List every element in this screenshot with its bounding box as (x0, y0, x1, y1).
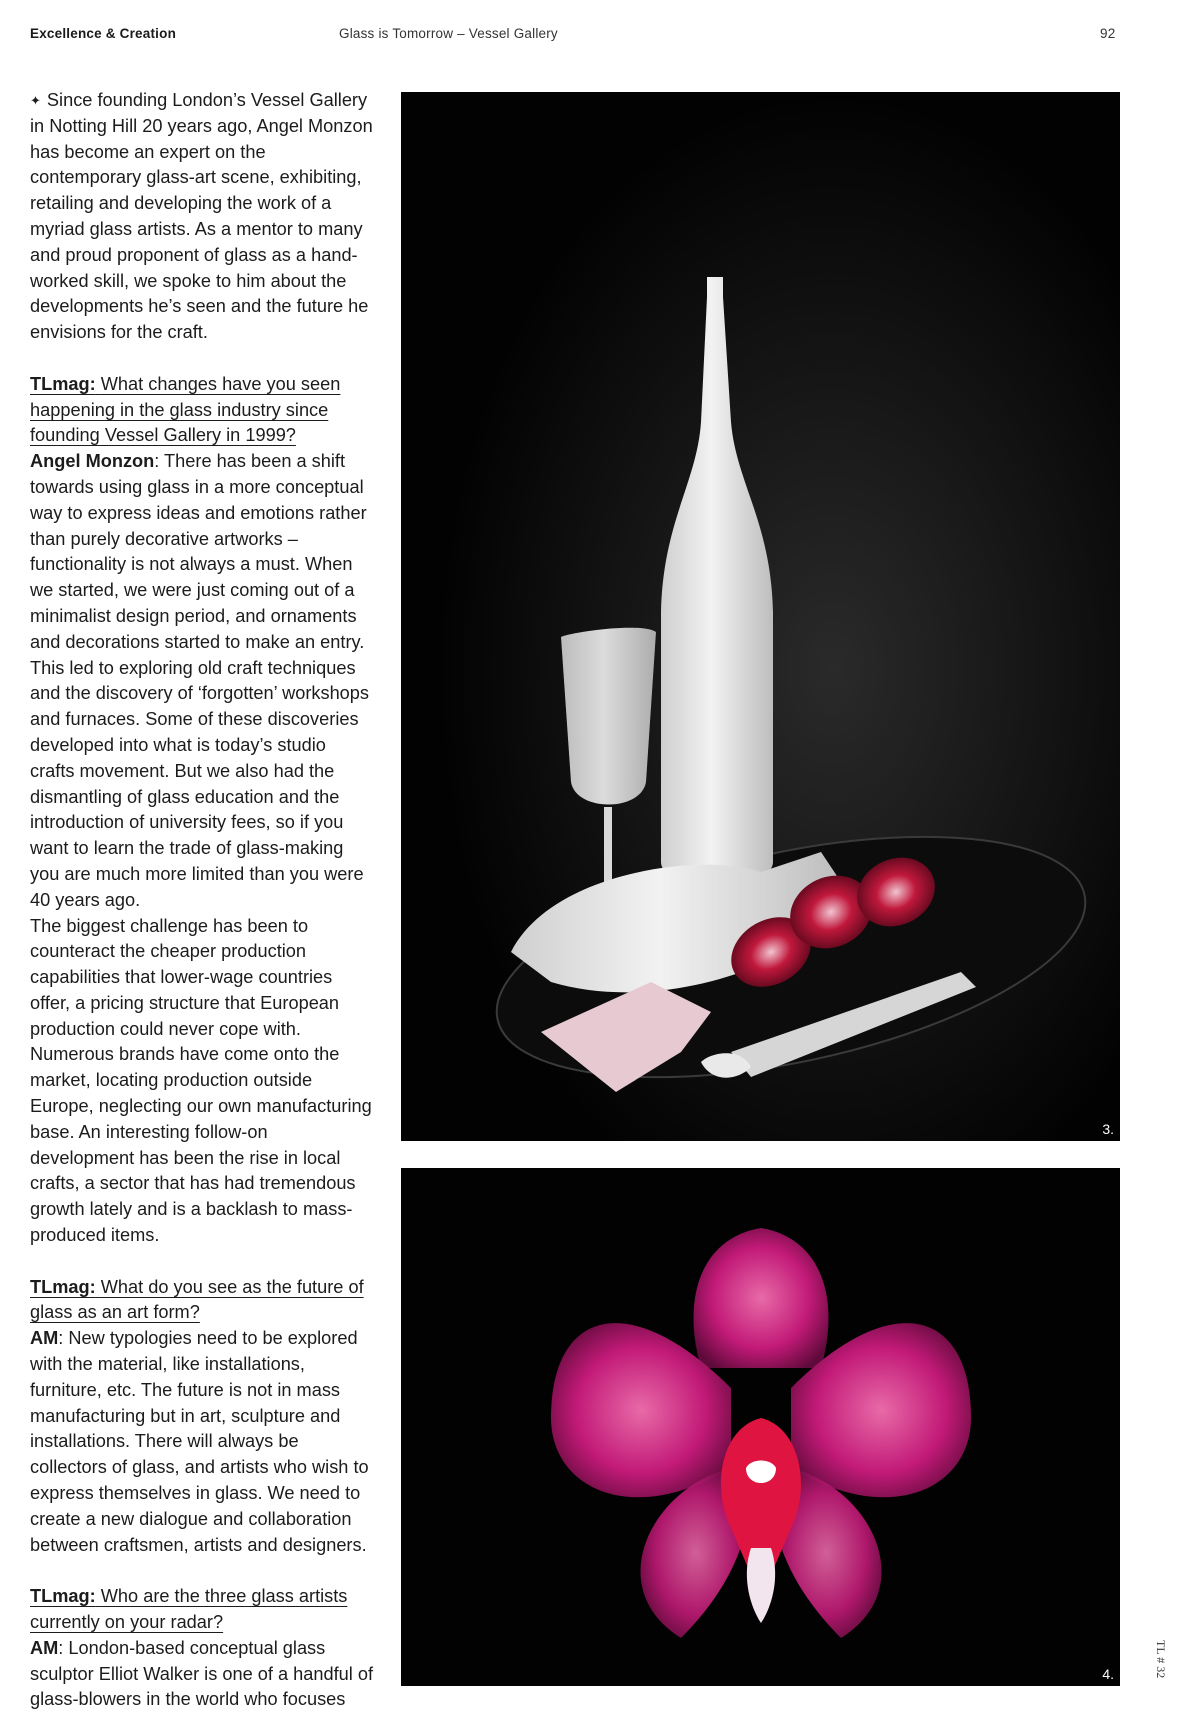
speaker-label: AM (30, 1328, 59, 1349)
glass-orchid-illustration (401, 1168, 1120, 1686)
interviewer-label: TLmag: (30, 1586, 96, 1607)
page-number: 92 (1100, 26, 1116, 41)
interviewer-label: TLmag: (30, 1276, 96, 1297)
answer-text: There has been a shift towards using glass in a more conceptual way to express ideas and emotions rather than purely decorative artworks – functionality is not always a must. When we started, we were just coming out of a minimalist design period, and ornaments and decorations started to make an entry. This led to exploring old craft techniques and the discovery of ‘forgotten’ workshops and furnaces. Some of these discoveries developed into what is today’s studio crafts movement. But we also had the dismantling of glass education and the introduction of university fees, so if you want to learn the trade of glass-making you are much more limited than you were 40 years ago. (30, 451, 370, 910)
question-2 (30, 1275, 375, 1327)
question-1 (30, 372, 375, 449)
question-text: Who are the three glass artists currently on your radar? (30, 1586, 348, 1633)
figure-label: 3. (1102, 1121, 1114, 1137)
answer-2: AM: New typologies need to be explored with the material, like installations, furniture, etc. The future is not in mass manufacturing but in art, sculpture and installations. There will always be collectors of glass, and artists who wish to express themselves in glass. We need to create a new dialogue and collaboration between craftsmen, artists and designers. (30, 1328, 369, 1555)
answer-1: Angel Monzon: There has been a shift towards using glass in a more conceptual way to express ideas and emotions rather than purely decorative artworks – functionality is not always a must. When we started, we were just coming out of a minimalist design period, and ornaments and decorations started to make an entry. This led to exploring old craft techniques and the discovery of ‘forgotten’ workshops and furnaces. Some of these discoveries developed into what is today’s studio crafts movement. But we also had the dismantling of glass education and the introduction of university fees, so if you want to learn the trade of glass-making you are much more limited than you were 40 years ago. (30, 451, 370, 910)
running-title: Glass is Tomorrow – Vessel Gallery (339, 26, 558, 41)
figure-label: 4. (1102, 1666, 1114, 1682)
photo-glass-orchid (401, 1168, 1120, 1686)
answer-text: London-based conceptual glass sculptor Elliot Walker is one of a handful of glass-blowers in the world who focuses (30, 1637, 374, 1710)
interviewer-label: TLmag: (30, 373, 96, 394)
ornament-icon: ✦ (30, 93, 41, 108)
glass-still-life-illustration (401, 92, 1120, 1141)
speaker-label: Angel Monzon (30, 451, 155, 472)
section-title: Excellence & Creation (30, 26, 177, 41)
question-3 (30, 1584, 375, 1636)
answer-3: AM: London-based conceptual glass sculptor Elliot Walker is one of a handful of glass-blowers in the world who focuses (30, 1637, 374, 1710)
question-text: What changes have you seen happening in the glass industry since founding Vessel Gallery in 1999? (30, 373, 341, 446)
speaker-label: AM (30, 1637, 59, 1658)
photo-glass-still-life (401, 92, 1120, 1141)
issue-tag: TL # 32 (1154, 1640, 1168, 1679)
intro-text: Since founding London’s Vessel Gallery in Notting Hill 20 years ago, Angel Monzon has become an expert on the contemporary glass-art scene, exhibiting, retailing and developing the work of a myriad glass artists. As a mentor to many and proud proponent of glass as a hand-worked skill, we spoke to him about the developments he’s seen and the future he envisions for the craft. (30, 90, 373, 343)
intro-paragraph (30, 88, 375, 346)
article-column (30, 88, 375, 1713)
answer-text: New typologies need to be explored with the material, like installations, furniture, etc. The future is not in mass manufacturing but in art, sculpture and installations. There will always be collectors of glass, and artists who wish to express themselves in glass. We need to create a new dialogue and collaboration between craftsmen, artists and designers. (30, 1328, 369, 1555)
question-text: What do you see as the future of glass as an art form? (30, 1276, 364, 1323)
answer-1-continued: The biggest challenge has been to counteract the cheaper production capabilities that lower-wage countries offer, a pricing structure that European production could never cope with. Numerous brands have come onto the market, locating production outside Europe, neglecting our own manufacturing base. An interesting follow-on development has been the rise in local crafts, a sector that has had tremendous growth lately and is a backlash to mass-produced items. (30, 915, 372, 1246)
